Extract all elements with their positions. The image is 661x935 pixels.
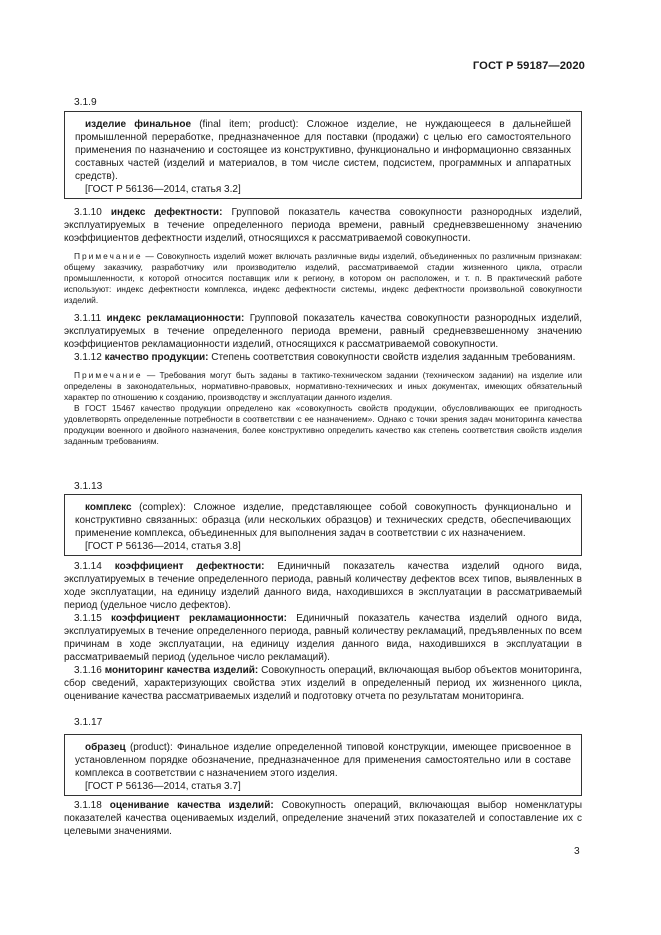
term-definition: изделие финальное (final item; product): Сложное изделие, не нуждающееся в дальнейшей промышленной переработке, предназначенное для поставки (продажи) с целью его самостоятельного применения по назначению и состоящее из конструктивно, функционально и информационно связанных составных частей (изделий и материалов, в том числе систем, подсистем, программных и аппаратных средств).	[75, 119, 572, 182]
entry-number: 3.1.17	[74, 717, 103, 728]
term-box-complex	[64, 494, 582, 556]
term-definition: 3.1.15 коэффициент рекламационности: Единичный показатель качества изделий одного вида, эксплуатируемых в течение определенного периода, равный количеству рекламаций, предъявленных по всем причинам в ходе эксплуатации, на единицу изделия данного вида, находившихся в эксплуатации в рассматриваемый период (удельное число рекламаций).	[64, 613, 582, 663]
term: изделие финальное	[85, 119, 192, 130]
terms-block-3	[64, 799, 582, 838]
term-box-final-item	[64, 111, 582, 199]
source-reference: [ГОСТ Р 56136—2014, статья 3.2]	[85, 184, 241, 195]
term-definition: 3.1.14 коэффициент дефектности: Единичный показатель качества изделий одного вида, эксплуатируемых в течение определенного периода, равный количеству дефектов всех типов, выявленных в ходе эксплуатации, на единицу изделий данного вида, находившихся в эксплуатации в рассматриваемый период (удельное число дефектов).	[64, 561, 582, 611]
term-definition: 3.1.18 оценивание качества изделий: Совокупность операций, включающая выбор номенклатуры показателей качества оцениваемых изделий, определение значений этих показателей и сопоставление их с целевыми значениями.	[64, 800, 583, 837]
term: образец	[85, 742, 126, 753]
terms-block-2	[64, 560, 582, 703]
entry-number: 3.1.9	[74, 97, 97, 108]
term-definition: 3.1.12 качество продукции: Степень соответствия совокупности свойств изделия заданным требованиям.	[74, 352, 576, 363]
standard-code: ГОСТ Р 59187—2020	[472, 60, 585, 72]
term-box-product	[64, 734, 582, 796]
terms-block-1	[64, 206, 582, 447]
term-definition: 3.1.10 индекс дефектности: Групповой показатель качества совокупности разнородных изделий, эксплуатируемых в течение определенного периода времени, равный средневзвешенному значению коэффициентов дефектности изделий, относящихся к рассматриваемой совокупности.	[64, 207, 583, 244]
term-definition: 3.1.16 мониторинг качества изделий: Совокупность операций, включающая выбор объектов мониторинга, сбор сведений, характеризующих свойства этих изделий в определенный период их жизненного цикла, оценивание качества рассматриваемых изделий и подготовку отчета по результатам мониторинга.	[64, 665, 582, 702]
page-number: 3	[574, 846, 580, 857]
term-definition: комплекс (complex): Сложное изделие, представляющее собой совокупность функционально и конструктивно связанных: образца (или нескольких образцов) и технических средств, обеспечивающих применение комплекса, объединенных для выполнения задач в соответствии с их назначением.	[75, 502, 571, 539]
term-definition: образец (product): Финальное изделие определенной типовой конструкции, имеющее присвоенное в установленном порядке обозначение, предназначенное для применения самостоятельно или в составе комплекса в соответствии с назначением этого изделия.	[75, 742, 571, 779]
term-definition: 3.1.11 индекс рекламационности: Групповой показатель качества совокупности разнородных изделий, эксплуатируемых в течение определенного периода времени, равный средневзвешенному значению коэффициентов рекламационности изделий, относящихся к рассматриваемой совокупности.	[64, 313, 583, 350]
note-continuation: В ГОСТ 15467 качество продукции определено как «совокупность свойств продукции, обусловливающих ее пригодность удовлетворять определенные потребности в соответствии с ее назначением». Однако с точки зрения задач мониторинга качества продукции военного и двойного назначения, более конструктивно определить качество как степень соответствия свойств изделия заданным требованиям.	[64, 403, 582, 446]
entry-number: 3.1.13	[74, 481, 103, 492]
note: Примечание — Требования могут быть заданы в тактико-техническом задании (техническом задании) на изделие или определены в законодательных, нормативно-правовых, нормативно-технических и иных документах, имеющих обязательный характер по отношению к созданию, производству и эксплуатации данного изделия.	[64, 370, 582, 402]
term: комплекс	[85, 502, 132, 513]
source-reference: [ГОСТ Р 56136—2014, статья 3.8]	[85, 541, 241, 552]
source-reference: [ГОСТ Р 56136—2014, статья 3.7]	[85, 781, 241, 792]
note: Примечание — Совокупность изделий может включать различные виды изделий, объединенных по различным признакам: общему заказчику, разработчику или производителю изделий, рассматриваемой стадии жизненного цикла, отрасли промышленности, к которой относится поставщик или к региону, в котором он расположен, и т. п. В практический работе используют: индекс дефектности комплекса, индекс дефектности системы, индекс дефектности произвольной совокупности изделий.	[64, 251, 582, 305]
